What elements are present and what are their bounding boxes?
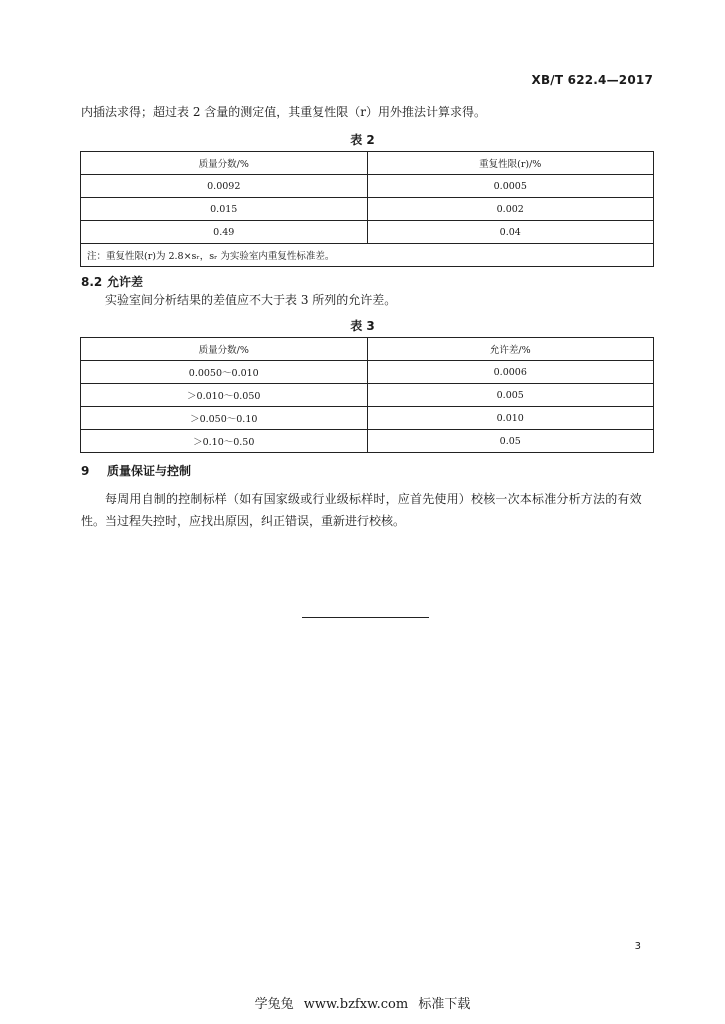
table-row bbox=[81, 221, 654, 244]
section-9-line-2: 性。当过程失控时，应找出原因，纠正错误，重新进行校核。 bbox=[81, 514, 406, 528]
table2-header-repeatability: 重复性限(r)/% bbox=[367, 152, 654, 175]
table-3 bbox=[80, 337, 654, 453]
table-cell: 0.04 bbox=[367, 221, 654, 244]
section-9-line-1: 每周用自制的控制标样（如有国家级或行业级标样时，应首先使用）校核一次本标准分析方法的有效 bbox=[105, 492, 642, 506]
table-cell: 0.0050～0.010 bbox=[81, 361, 368, 384]
table-header-row bbox=[81, 338, 654, 361]
table3-header-mass-fraction: 质量分数/% bbox=[81, 338, 368, 361]
section-title: 质量保证与控制 bbox=[107, 464, 192, 478]
table-cell: ＞0.010～0.050 bbox=[81, 384, 368, 407]
table2-header-mass-fraction: 质量分数/% bbox=[81, 152, 368, 175]
table-2 bbox=[80, 151, 654, 267]
table-cell: 0.010 bbox=[367, 407, 654, 430]
standard-code: XB/T 622.4—2017 bbox=[531, 73, 653, 87]
table2-caption: 表 2 bbox=[350, 133, 375, 147]
table2-note: 注：重复性限(r)为 2.8×sᵣ，sᵣ 为实验室内重复性标准差。 bbox=[81, 244, 654, 267]
table-cell: 0.0006 bbox=[367, 361, 654, 384]
page-number: 3 bbox=[634, 941, 641, 952]
section-8-2-text: 实验室间分析结果的差值应不大于表 3 所列的允许差。 bbox=[105, 293, 397, 307]
table-row bbox=[81, 198, 654, 221]
table-header-row bbox=[81, 152, 654, 175]
table-cell: ＞0.050～0.10 bbox=[81, 407, 368, 430]
table-row bbox=[81, 361, 654, 384]
section-number: 9 bbox=[81, 464, 90, 478]
table-cell: 0.0005 bbox=[367, 175, 654, 198]
section-8-2-heading bbox=[81, 273, 143, 290]
table-row bbox=[81, 430, 654, 453]
table-cell: 0.002 bbox=[367, 198, 654, 221]
table-row bbox=[81, 384, 654, 407]
section-title: 允许差 bbox=[107, 275, 144, 289]
end-rule bbox=[302, 617, 429, 618]
table-cell: 0.0092 bbox=[81, 175, 368, 198]
table-row bbox=[81, 175, 654, 198]
intro-text: 内插法求得；超过表 2 含量的测定值，其重复性限（r）用外推法计算求得。 bbox=[81, 105, 487, 119]
table-cell: 0.49 bbox=[81, 221, 368, 244]
table3-caption: 表 3 bbox=[350, 319, 375, 333]
table-cell: ＞0.10～0.50 bbox=[81, 430, 368, 453]
table-cell: 0.015 bbox=[81, 198, 368, 221]
table-cell: 0.005 bbox=[367, 384, 654, 407]
section-number: 8.2 bbox=[81, 275, 103, 289]
table3-header-tolerance: 允许差/% bbox=[367, 338, 654, 361]
table-row bbox=[81, 407, 654, 430]
footer-watermark: 学兔兔 www.bzfxw.com 标准下载 bbox=[254, 997, 471, 1012]
table-note-row bbox=[81, 244, 654, 267]
table-cell: 0.05 bbox=[367, 430, 654, 453]
section-9-heading bbox=[81, 462, 191, 479]
